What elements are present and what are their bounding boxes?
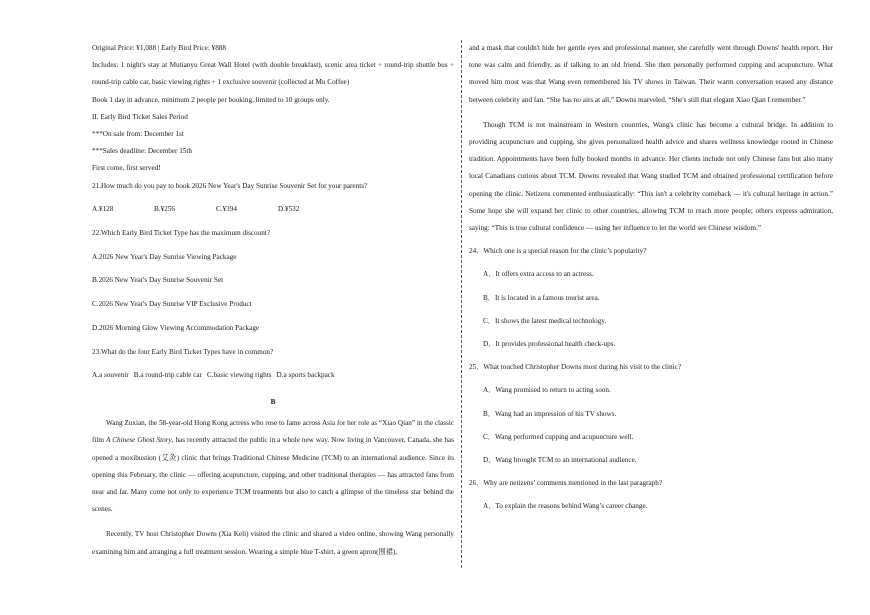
option[interactable]: D．Wang brought TCM to an international audience. (483, 456, 637, 465)
deadline-text: ***Sales deadline: December 15th (92, 147, 192, 156)
question-26: 26．Why are netizens’ comments mentioned in the last paragraph? (469, 479, 663, 488)
question-23-options (92, 367, 454, 384)
question-22: 22.Which Early Bird Ticket Type has the maximum discount? (92, 229, 271, 238)
option[interactable]: A．Wang promised to return to acting soon. (483, 386, 611, 395)
question-24: 24．Which one is a special reason for the clinic’s popularity? (469, 247, 647, 256)
price-line: Original Price: ¥1,088 | Early Bird Price: ¥888 (92, 44, 226, 52)
option[interactable]: D．It provides professional health check-ups. (483, 340, 616, 349)
option[interactable]: D.a sports backpack (276, 371, 335, 380)
question-21: 21.How much do you pay to book 2026 New Year's Day Sunrise Souvenir Set for your parents? (92, 181, 368, 190)
section-heading: B (270, 397, 276, 406)
option[interactable]: C.2026 New Year's Day Sunrise VIP Exclusive Product (92, 300, 252, 309)
option[interactable]: B．Wang had an impression of his TV shows. (483, 409, 617, 418)
option[interactable]: B.a round-trip cable car (133, 371, 202, 380)
sales-period-title: II. Early Bird Ticket Sales Period (92, 112, 188, 121)
on-sale-text: ***On sale from: December 1st (92, 130, 184, 139)
option[interactable]: C．It shows the latest medical technology. (483, 316, 607, 325)
passage-paragraph: Recently, TV host Christopher Downs (Xia Keli) visited the clinic and shared a video online, showing Wang personally examining him and arranging a full treatment session. Wearing a simple blue T-shirt, a green apron(围裙), (92, 530, 454, 556)
option[interactable]: B.¥256 (154, 205, 175, 214)
option[interactable]: D.2026 Morning Glow Viewing Accommodation Package (92, 323, 260, 332)
option[interactable]: B．It is located in a famous tourist area. (483, 293, 600, 302)
option[interactable]: B.2026 New Year's Day Sunrise Souvenir Set (92, 276, 224, 285)
option[interactable]: C.basic viewing rights (206, 371, 272, 380)
option[interactable]: C.¥394 (216, 205, 237, 214)
includes-text: Includes: 1 night's stay at Mutianyu Great Wall Hotel (with double breakfast), scenic area ticket + round-trip shuttle bus + round-trip cable car, basic viewing rights + 1 exclusive souvenir (collected at Mu Coffee) (92, 61, 454, 87)
option[interactable]: A．To explain the reasons behind Wang’s career change. (483, 502, 648, 511)
passage-paragraph: Wang Zuxian, the 58-year-old Hong Kong actress who rose to fame across Asia for her role as “Xiao Qian” in the classic film A Chinese Ghost Story, has recently attracted the public in a whole new way. Now living in Vancouver, Canada, she has opened a moxibustion (艾灸) clinic that brings Traditional Chinese Medicine (TCM) to an international audience. Since its opening this February, the clinic — offering acupuncture, cupping, and other traditional therapies — has attracted fans from near and far. Many come not only to experience TCM treatments but also to catch a glimpse of the timeless star behind the scenes. (92, 419, 454, 514)
passage-paragraph: and a mask that couldn't hide her gentle eyes and professional manner, she carefully went through Downs' health report. Her tone was calm and friendly, as if talking to an old friend. She then personally performed cupping and acupuncture. What moved him most was that Wang even remembered his TV shows in Taiwan. Their warm conversation erased any distance between celebrity and fan. “She has no airs at all,” Downs marveled. “She's still that elegant Xiao Qian I remember.” (469, 44, 833, 104)
passage-paragraph: Though TCM is not mainstream in Western countries, Wang's clinic has become a cultural bridge. In addition to providing acupuncture and cupping, she gives personalized health advice and shares wellness knowledge rooted in Chinese tradition. Appointments have been fully booked months in advance. Her clients include not only Chinese fans but also many local Canadians curious about TCM. Downs revealed that Wang studied TCM and obtained professional certification before opening the clinic. Netizens commented enthusiastically: “This isn't a celebrity comeback — it's cultural heritage in action.” Some hope she will expand her clinic to other countries, allowing TCM to reach more people; others express admiration, saying: “This is true cultural confidence — using her influence to let the world see Chinese wisdom.” (469, 120, 833, 233)
option[interactable]: D.¥532 (278, 205, 300, 214)
option[interactable]: A.¥128 (92, 205, 114, 214)
left-column (92, 40, 454, 561)
first-come-text: First come, first served! (92, 164, 161, 173)
option[interactable]: C．Wang performed cupping and acupuncture well. (483, 432, 634, 441)
film-title: A Chinese Ghost Story (105, 436, 172, 445)
option[interactable]: A．It offers extra access to an actress. (483, 270, 594, 279)
question-21-options (92, 201, 454, 218)
right-column (469, 40, 833, 516)
option[interactable]: A.a souvenir (92, 371, 129, 380)
question-25: 25．What touched Christopher Downs most during his visit to the clinic? (469, 363, 682, 372)
question-23: 23.What do the four Early Bird Ticket Types have in common? (92, 347, 274, 356)
option[interactable]: A.2026 New Year's Day Sunrise Viewing Package (92, 252, 237, 261)
booking-text: Book 1 day in advance, minimum 2 people per booking, limited to 10 groups only. (92, 95, 330, 104)
column-divider (461, 40, 462, 568)
